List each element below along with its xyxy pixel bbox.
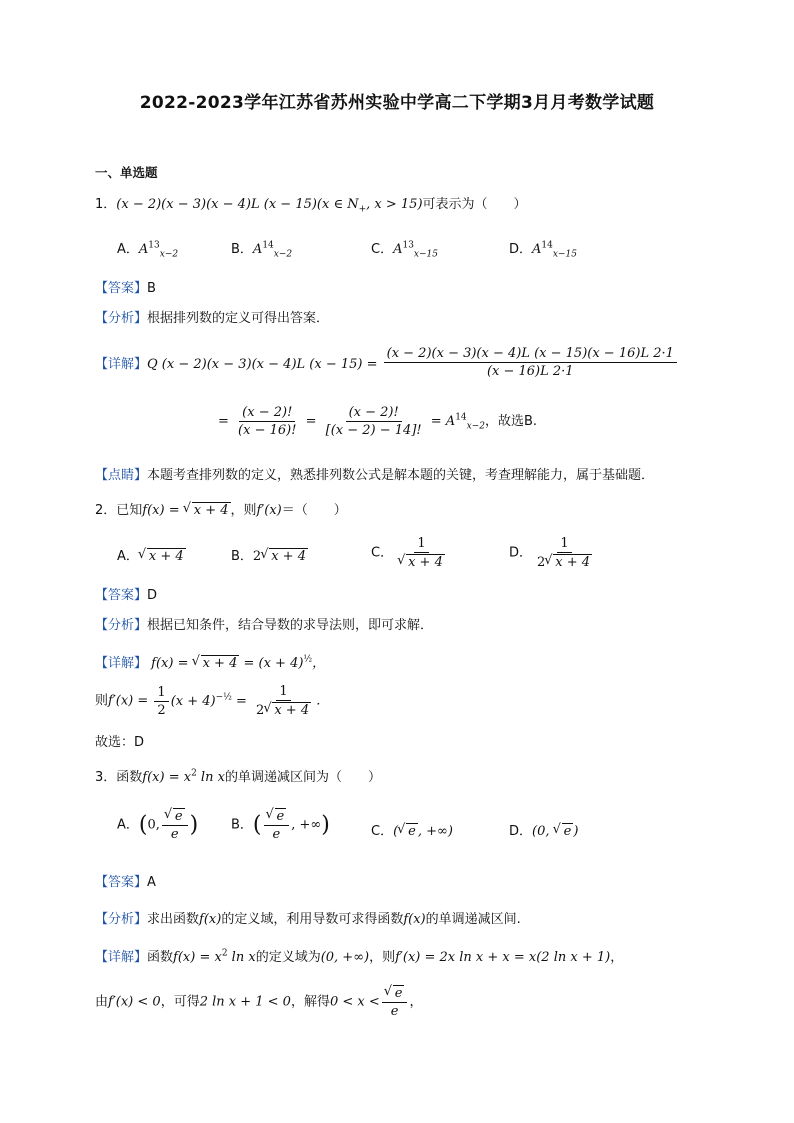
- formula: $A^{13}_{x-2}$: [138, 240, 179, 260]
- analysis-tag: 【分析】: [95, 912, 148, 927]
- formula: 2√ x + 4: [253, 549, 308, 564]
- detail-row-2: [95, 985, 423, 1019]
- analysis-text: 根据已知条件，结合导数的求导法则，即可求解．: [147, 618, 434, 633]
- detail-text: 则: [95, 693, 109, 709]
- analysis-text: 根据排列数的定义可得出答案．: [147, 311, 330, 326]
- formula: =: [218, 414, 229, 429]
- formula: $(x + 4)^{-\frac{1}{2}}$ =: [170, 692, 247, 709]
- answer-value: A: [147, 875, 156, 890]
- option-d: [509, 536, 597, 570]
- detail-row: [95, 348, 679, 381]
- question-number: 2．已知: [95, 503, 143, 518]
- question-text: 的单调递减区间为（ ）: [224, 770, 381, 785]
- formula: f(x): [199, 912, 222, 927]
- answer-row: [95, 584, 157, 603]
- option-label: B．: [231, 242, 253, 257]
- conclusion: [95, 731, 144, 750]
- detail-text: ，可得: [160, 994, 200, 1010]
- fraction: √ $\frac{e}{e}$: [382, 985, 408, 1019]
- option-label: C．: [371, 545, 394, 561]
- answer-value: B: [147, 281, 156, 296]
- option-label: B．: [231, 817, 253, 833]
- option-a: [117, 545, 186, 564]
- comment-row: [95, 464, 654, 483]
- formula: f′(x) = 2x ln x + x = x(2 ln x + 1): [395, 950, 611, 965]
- formula: f(x) = √ $x + 4 = (x + 4)^{\frac{1}{2}}$，: [147, 656, 325, 671]
- option-c: [371, 536, 450, 570]
- fraction: $\frac{(x - 2)(x - 3)(x - 4)L (x - 15)(x - 16)L 2\cdot 1}{(x - 16)L 2\cdot 1}$: [384, 346, 677, 379]
- formula: f(x) = √ x + 4: [142, 503, 230, 518]
- comment-tag: 【点睛】: [95, 468, 148, 483]
- comment-text: 本题考查排列数的定义，熟悉排列数公式是解本题的关键，考查理解能力，属于基础题．: [147, 468, 655, 483]
- analysis-tag: 【分析】: [95, 311, 148, 326]
- option-label: D．: [509, 242, 533, 257]
- formula: $A^{13}_{x-15}$: [393, 240, 438, 260]
- question-number: 3．函数: [95, 770, 143, 785]
- detail-row: [95, 946, 623, 965]
- fraction: 1 √ x + 4: [395, 536, 448, 570]
- detail-text: 的定义域为: [255, 950, 321, 965]
- formula: f(x): [403, 912, 426, 927]
- option-d: [509, 820, 578, 839]
- analysis-row: [95, 307, 329, 326]
- detail-text: ，: [610, 950, 624, 965]
- analysis-text: 的单调递减区间.: [425, 912, 521, 927]
- fraction: $\frac{1}{2√ x + 4}$: [253, 684, 314, 718]
- detail-text: ，故选B.: [484, 414, 538, 429]
- answer-tag: 【答案】: [95, 281, 148, 296]
- detail-row: [95, 652, 325, 671]
- detail-tag: 【详解】: [95, 357, 148, 372]
- detail-text: ，: [409, 994, 423, 1010]
- detail-text: 由: [95, 994, 109, 1010]
- fraction: √ $\frac{e}{e}$: [162, 808, 188, 842]
- formula: f′(x) =: [108, 693, 149, 709]
- question-text: 可表示为（ ）: [422, 197, 527, 212]
- option-label: A．: [117, 549, 139, 564]
- formula: (x − 2)(x − 3)(x − 4)L (x − 15)(x ∈ $N_+$, x > 15): [116, 197, 423, 215]
- option-c: [371, 820, 453, 839]
- analysis-row: [95, 614, 433, 633]
- question-text: ＝（ ）: [281, 503, 347, 518]
- formula: Q (x − 2)(x − 3)(x − 4)L (x − 15) =: [147, 357, 378, 372]
- formula: $f(x) = x^2$ ln x: [173, 948, 256, 965]
- analysis-tag: 【分析】: [95, 618, 148, 633]
- question-text: ，则: [230, 503, 257, 518]
- fraction: $\frac{1}{2}$: [154, 685, 168, 718]
- answer-value: D: [147, 588, 158, 603]
- detail-text: ，解得: [290, 994, 330, 1010]
- fraction: $\frac{1}{2√ x + 4}$: [534, 536, 595, 570]
- option-label: A．: [117, 242, 139, 257]
- formula: $f(x) = x^2$ ln x: [142, 768, 225, 785]
- fraction: $\frac{(x - 2)!}{[(x - 2) - 14]!}$: [325, 405, 422, 438]
- detail-text: 函数: [147, 950, 174, 965]
- option-a: [117, 238, 179, 260]
- answer-tag: 【答案】: [95, 588, 148, 603]
- option-label: B．: [231, 549, 253, 564]
- formula: f′(x): [256, 503, 282, 518]
- question-1-stem: [95, 193, 527, 215]
- option-label: A．: [117, 817, 139, 833]
- conclusion-text: 故选：D: [95, 735, 145, 750]
- option-label: C．: [371, 242, 394, 257]
- option-b: B．( √ $\frac{e}{e}$ , +∞): [231, 808, 330, 842]
- formula: (0, √ e ): [532, 824, 578, 839]
- formula: √ x + 4: [139, 549, 186, 564]
- detail-text: ，则: [369, 950, 396, 965]
- detail-row-2: [218, 405, 537, 438]
- formula: (√ e , +∞): [393, 824, 453, 839]
- formula: f′(x) < 0: [108, 994, 161, 1010]
- answer-row: [95, 277, 156, 296]
- analysis-text: 求出函数: [147, 912, 200, 927]
- option-label: D．: [509, 545, 533, 561]
- fraction: $\frac{(x - 2)!}{(x - 16)!}$: [238, 405, 297, 438]
- formula: 0 < x <: [329, 994, 380, 1010]
- detail-row-2: 则f′(x) = $\frac{1}{2}$ $(x + 4)^{-\frac{1}{2}}$ = $\frac{1}{2√ x + 4}$ ．: [95, 684, 329, 718]
- option-c: [371, 238, 438, 260]
- analysis-text: 的定义域，利用导数可求得函数: [221, 912, 404, 927]
- section-heading: 一、单选题: [95, 165, 158, 180]
- answer-row: [95, 871, 156, 890]
- formula: $A^{14}_{x-2}$: [252, 240, 293, 260]
- question-3-stem: [95, 766, 381, 785]
- option-label: D．: [509, 824, 533, 839]
- answer-tag: 【答案】: [95, 875, 148, 890]
- question-2-stem: [95, 499, 347, 518]
- option-d: [509, 238, 577, 260]
- option-label: C．: [371, 824, 394, 839]
- option-a: A．(0, √ $\frac{e}{e}$ ): [117, 808, 198, 842]
- analysis-row: [95, 908, 521, 927]
- option-b: [231, 238, 293, 260]
- formula: =: [305, 414, 317, 429]
- detail-tag: 【详解】: [95, 950, 148, 965]
- formula: (0, +∞): [320, 950, 370, 965]
- question-number: 1．: [95, 197, 117, 212]
- fraction: √ $\frac{e}{e}$: [264, 808, 290, 842]
- detail-tag: 【详解】: [95, 656, 148, 671]
- option-b: [231, 545, 308, 564]
- formula: $A^{14}_{x-15}$: [532, 240, 577, 260]
- page-title: 2022-2023学年江苏省苏州实验中学高二下学期3月月考数学试题: [139, 93, 655, 113]
- formula: 2 ln x + 1 < 0: [199, 994, 291, 1010]
- formula: = $A^{14}_{x-2}$: [430, 412, 485, 432]
